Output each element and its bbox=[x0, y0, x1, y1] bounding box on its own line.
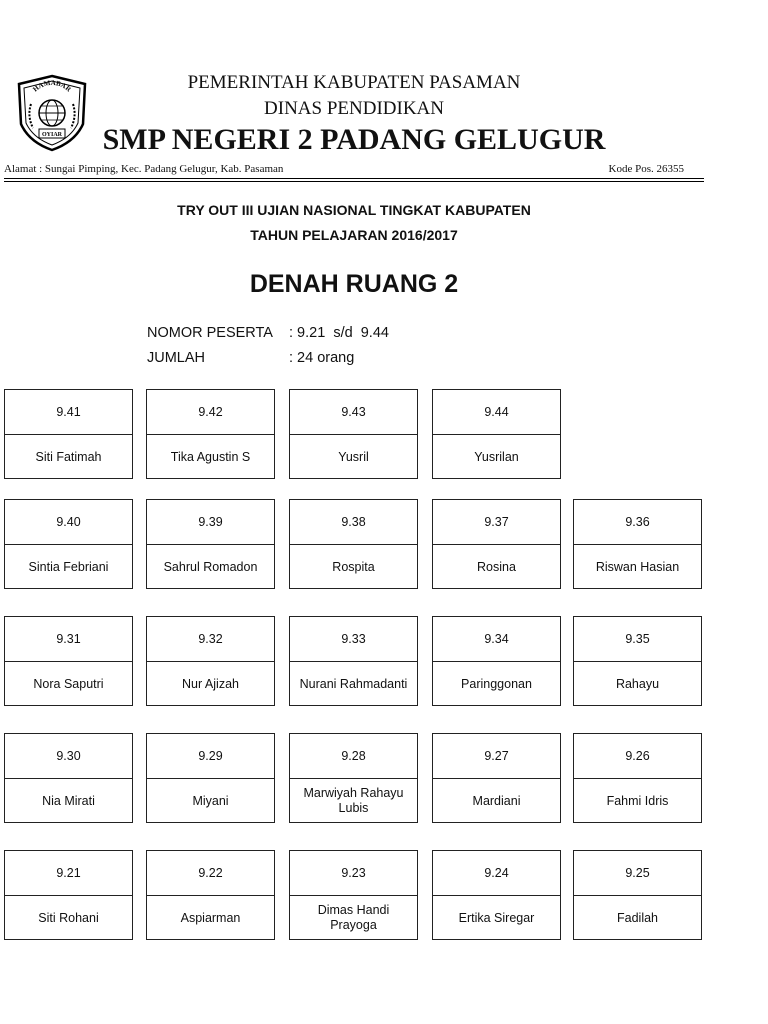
seat-card bbox=[289, 850, 418, 940]
student-name: Sintia Febriani bbox=[28, 559, 109, 574]
student-name: Nurani Rahmadanti bbox=[299, 676, 408, 691]
emblem-text-bottom: OYIAR bbox=[41, 132, 63, 138]
seat-card bbox=[289, 389, 418, 479]
student-name: Dimas Handi Prayoga bbox=[317, 903, 390, 932]
student-name: Nur Ajizah bbox=[182, 676, 239, 691]
seat-number: 9.31 bbox=[5, 617, 132, 662]
seat-card bbox=[432, 389, 561, 479]
seat-card bbox=[289, 616, 418, 706]
seat-number: 9.41 bbox=[5, 390, 132, 435]
seat-card bbox=[4, 850, 133, 940]
seat-card bbox=[573, 499, 702, 589]
seat-number: 9.24 bbox=[433, 851, 560, 896]
seat-number: 9.26 bbox=[574, 734, 701, 779]
seat-number: 9.43 bbox=[290, 390, 417, 435]
seat-card bbox=[146, 616, 275, 706]
exam-title: TRY OUT III UJIAN NASIONAL TINGKAT KABUPATEN bbox=[177, 202, 531, 218]
seat-number: 9.42 bbox=[147, 390, 274, 435]
student-name: Yusril bbox=[338, 449, 369, 464]
seat-card bbox=[289, 499, 418, 589]
count-info bbox=[147, 350, 354, 366]
seat-card bbox=[146, 389, 275, 479]
student-name: Yusrilan bbox=[474, 449, 519, 464]
seat-number: 9.39 bbox=[147, 500, 274, 545]
seat-number: 9.37 bbox=[433, 500, 560, 545]
seat-card bbox=[4, 499, 133, 589]
seat-card bbox=[432, 499, 561, 589]
seat-card bbox=[4, 616, 133, 706]
government-line: PEMERINTAH KABUPATEN PASAMAN bbox=[187, 72, 521, 93]
seat-number: 9.38 bbox=[290, 500, 417, 545]
student-name: Mardiani bbox=[472, 793, 521, 808]
seat-number: 9.22 bbox=[147, 851, 274, 896]
seat-card bbox=[432, 850, 561, 940]
student-name: Nia Mirati bbox=[42, 793, 95, 808]
room-title: DENAH RUANG 2 bbox=[249, 270, 459, 298]
postal-code: Kode Pos. 26355 bbox=[608, 163, 684, 175]
student-name: Rosina bbox=[477, 559, 516, 574]
student-name: Sahrul Romadon bbox=[163, 559, 258, 574]
school-address: Alamat : Sungai Pimping, Kec. Padang Gelugur, Kab. Pasaman bbox=[4, 163, 284, 175]
seat-number: 9.33 bbox=[290, 617, 417, 662]
participants-label: NOMOR PESERTA bbox=[147, 325, 273, 341]
seat-card bbox=[573, 850, 702, 940]
student-name: Rospita bbox=[332, 559, 375, 574]
academic-year: TAHUN PELAJARAN 2016/2017 bbox=[250, 227, 458, 243]
seat-number: 9.27 bbox=[433, 734, 560, 779]
seat-number: 9.28 bbox=[290, 734, 417, 779]
student-name: Siti Fatimah bbox=[35, 449, 102, 464]
seat-number: 9.32 bbox=[147, 617, 274, 662]
emblem-text-top: HAMABAR bbox=[31, 78, 73, 94]
seat-card bbox=[4, 389, 133, 479]
student-name: Rahayu bbox=[615, 676, 660, 691]
seat-number: 9.35 bbox=[574, 617, 701, 662]
count-label: JUMLAH bbox=[147, 350, 206, 366]
header-rule-top bbox=[4, 178, 704, 179]
seat-number: 9.30 bbox=[5, 734, 132, 779]
seat-card bbox=[4, 733, 133, 823]
participants-info bbox=[147, 325, 389, 341]
participants-value: : 9.21 s/d 9.44 bbox=[289, 325, 389, 341]
student-name: Miyani bbox=[192, 793, 229, 808]
seat-card bbox=[146, 850, 275, 940]
seat-card bbox=[432, 616, 561, 706]
seat-number: 9.34 bbox=[433, 617, 560, 662]
school-name: SMP NEGERI 2 PADANG GELUGUR bbox=[102, 123, 606, 156]
student-name: Nora Saputri bbox=[33, 676, 104, 691]
seat-number: 9.25 bbox=[574, 851, 701, 896]
seat-number: 9.21 bbox=[5, 851, 132, 896]
student-name: Ertika Siregar bbox=[458, 910, 535, 925]
count-value: : 24 orang bbox=[289, 350, 355, 366]
seat-card bbox=[146, 499, 275, 589]
department-line: DINAS PENDIDIKAN bbox=[264, 98, 444, 119]
seat-card bbox=[573, 733, 702, 823]
seat-card bbox=[289, 733, 418, 823]
seat-number: 9.40 bbox=[5, 500, 132, 545]
seat-number: 9.36 bbox=[574, 500, 701, 545]
student-name: Marwiyah Rahayu Lubis bbox=[303, 786, 404, 815]
student-name: Aspiarman bbox=[180, 910, 241, 925]
seat-number: 9.23 bbox=[290, 851, 417, 896]
student-name: Riswan Hasian bbox=[595, 559, 680, 574]
student-name: Tika Agustin S bbox=[170, 449, 251, 464]
seat-card bbox=[146, 733, 275, 823]
header-rule-bottom bbox=[4, 181, 704, 182]
seat-number: 9.29 bbox=[147, 734, 274, 779]
seat-card bbox=[432, 733, 561, 823]
seat-card bbox=[573, 616, 702, 706]
student-name: Siti Rohani bbox=[38, 910, 99, 925]
student-name: Fadilah bbox=[617, 910, 658, 925]
student-name: Fahmi Idris bbox=[606, 793, 669, 808]
seat-number: 9.44 bbox=[433, 390, 560, 435]
student-name: Paringgonan bbox=[461, 676, 532, 691]
